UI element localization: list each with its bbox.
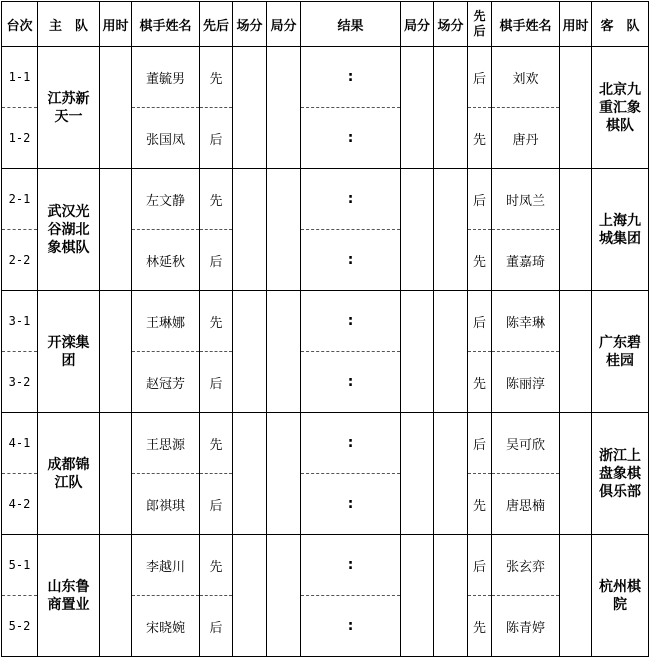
match-score-right-cell[interactable] xyxy=(434,413,468,535)
time-right-cell[interactable] xyxy=(560,47,592,169)
time-left-cell[interactable] xyxy=(100,535,132,657)
away-player: 唐思楠 xyxy=(492,474,560,535)
away-player: 刘欢 xyxy=(492,47,560,108)
home-order: 后 xyxy=(200,596,233,657)
home-order: 先 xyxy=(200,169,233,230)
result-cell[interactable]: : xyxy=(301,474,401,535)
header-order-right-bottom: 后 xyxy=(473,24,486,38)
away-player: 董嘉琦 xyxy=(492,230,560,291)
table-row xyxy=(2,169,649,230)
away-player: 时凤兰 xyxy=(492,169,560,230)
game-score-right-cell[interactable] xyxy=(401,291,434,413)
match-score-left-cell[interactable] xyxy=(233,47,267,169)
result-cell[interactable]: : xyxy=(301,230,401,291)
header-away-team: 客 队 xyxy=(592,2,649,47)
away-order: 先 xyxy=(468,474,492,535)
header-time-right: 用时 xyxy=(560,2,592,47)
header-order-right-top: 先 xyxy=(473,9,486,23)
away-order: 后 xyxy=(468,169,492,230)
result-cell[interactable]: : xyxy=(301,47,401,108)
away-player: 吴可欣 xyxy=(492,413,560,474)
header-player-right: 棋手姓名 xyxy=(492,2,560,47)
home-player: 李越川 xyxy=(132,535,200,596)
time-right-cell[interactable] xyxy=(560,413,592,535)
away-order: 先 xyxy=(468,108,492,169)
game-score-left-cell[interactable] xyxy=(267,535,301,657)
result-cell[interactable]: : xyxy=(301,535,401,596)
header-result: 结果 xyxy=(301,2,401,47)
home-player: 张国凤 xyxy=(132,108,200,169)
result-cell[interactable]: : xyxy=(301,291,401,352)
header-match-score-right: 场分 xyxy=(434,2,468,47)
board-number: 1-2 xyxy=(2,108,38,169)
home-order: 先 xyxy=(200,291,233,352)
home-team: 江苏新天一 xyxy=(38,47,100,169)
board-number: 3-2 xyxy=(2,352,38,413)
table-row xyxy=(2,413,649,474)
match-score-left-cell[interactable] xyxy=(233,169,267,291)
home-player: 林延秋 xyxy=(132,230,200,291)
header-order-right xyxy=(468,2,492,47)
away-player: 陈幸琳 xyxy=(492,291,560,352)
home-order: 后 xyxy=(200,474,233,535)
away-order: 先 xyxy=(468,230,492,291)
home-order: 后 xyxy=(200,230,233,291)
away-player: 唐丹 xyxy=(492,108,560,169)
result-cell[interactable]: : xyxy=(301,169,401,230)
board-number: 4-2 xyxy=(2,474,38,535)
time-left-cell[interactable] xyxy=(100,169,132,291)
board-number: 3-1 xyxy=(2,291,38,352)
game-score-left-cell[interactable] xyxy=(267,291,301,413)
home-team: 武汉光谷湖北象棋队 xyxy=(38,169,100,291)
away-order: 后 xyxy=(468,535,492,596)
board-number: 5-1 xyxy=(2,535,38,596)
game-score-left-cell[interactable] xyxy=(267,413,301,535)
time-right-cell[interactable] xyxy=(560,535,592,657)
home-order: 后 xyxy=(200,108,233,169)
away-player: 陈青婷 xyxy=(492,596,560,657)
home-order: 先 xyxy=(200,47,233,108)
away-player: 张玄弈 xyxy=(492,535,560,596)
away-team: 杭州棋院 xyxy=(592,535,649,657)
time-left-cell[interactable] xyxy=(100,413,132,535)
game-score-left-cell[interactable] xyxy=(267,169,301,291)
away-order: 先 xyxy=(468,352,492,413)
header-order-left: 先后 xyxy=(200,2,233,47)
match-score-left-cell[interactable] xyxy=(233,535,267,657)
match-score-right-cell[interactable] xyxy=(434,535,468,657)
result-cell[interactable]: : xyxy=(301,596,401,657)
away-order: 后 xyxy=(468,47,492,108)
home-player: 宋晓婉 xyxy=(132,596,200,657)
board-number: 1-1 xyxy=(2,47,38,108)
table-row xyxy=(2,535,649,596)
home-team: 开滦集团 xyxy=(38,291,100,413)
result-cell[interactable]: : xyxy=(301,413,401,474)
header-board: 台次 xyxy=(2,2,38,47)
result-cell[interactable]: : xyxy=(301,352,401,413)
board-number: 2-2 xyxy=(2,230,38,291)
home-team: 成都锦江队 xyxy=(38,413,100,535)
table-row xyxy=(2,47,649,108)
away-player: 陈丽淳 xyxy=(492,352,560,413)
board-number: 5-2 xyxy=(2,596,38,657)
time-right-cell[interactable] xyxy=(560,169,592,291)
home-player: 王思源 xyxy=(132,413,200,474)
board-number: 2-1 xyxy=(2,169,38,230)
home-order: 先 xyxy=(200,413,233,474)
result-cell[interactable]: : xyxy=(301,108,401,169)
away-order: 后 xyxy=(468,413,492,474)
away-team: 广东碧桂园 xyxy=(592,291,649,413)
game-score-right-cell[interactable] xyxy=(401,413,434,535)
header-home-team: 主 队 xyxy=(38,2,100,47)
header-player-left: 棋手姓名 xyxy=(132,2,200,47)
away-order: 后 xyxy=(468,291,492,352)
home-order: 后 xyxy=(200,352,233,413)
board-number: 4-1 xyxy=(2,413,38,474)
away-order: 先 xyxy=(468,596,492,657)
match-score-right-cell[interactable] xyxy=(434,47,468,169)
match-score-left-cell[interactable] xyxy=(233,413,267,535)
match-score-left-cell[interactable] xyxy=(233,291,267,413)
header-row xyxy=(2,2,649,47)
game-score-right-cell[interactable] xyxy=(401,169,434,291)
header-game-score-right: 局分 xyxy=(401,2,434,47)
home-player: 董毓男 xyxy=(132,47,200,108)
header-time-left: 用时 xyxy=(100,2,132,47)
home-player: 左文静 xyxy=(132,169,200,230)
away-team: 浙江上盘象棋俱乐部 xyxy=(592,413,649,535)
table-row xyxy=(2,291,649,352)
game-score-right-cell[interactable] xyxy=(401,535,434,657)
game-score-left-cell[interactable] xyxy=(267,47,301,169)
home-order: 先 xyxy=(200,535,233,596)
home-player: 赵冠芳 xyxy=(132,352,200,413)
pairings-table xyxy=(1,1,649,657)
home-team: 山东鲁商置业 xyxy=(38,535,100,657)
match-score-right-cell[interactable] xyxy=(434,291,468,413)
game-score-right-cell[interactable] xyxy=(401,47,434,169)
header-game-score-left: 局分 xyxy=(267,2,301,47)
home-player: 郎祺琪 xyxy=(132,474,200,535)
time-right-cell[interactable] xyxy=(560,291,592,413)
home-player: 王琳娜 xyxy=(132,291,200,352)
away-team: 上海九城集团 xyxy=(592,169,649,291)
time-left-cell[interactable] xyxy=(100,47,132,169)
time-left-cell[interactable] xyxy=(100,291,132,413)
header-match-score-left: 场分 xyxy=(233,2,267,47)
away-team: 北京九重汇象棋队 xyxy=(592,47,649,169)
match-score-right-cell[interactable] xyxy=(434,169,468,291)
